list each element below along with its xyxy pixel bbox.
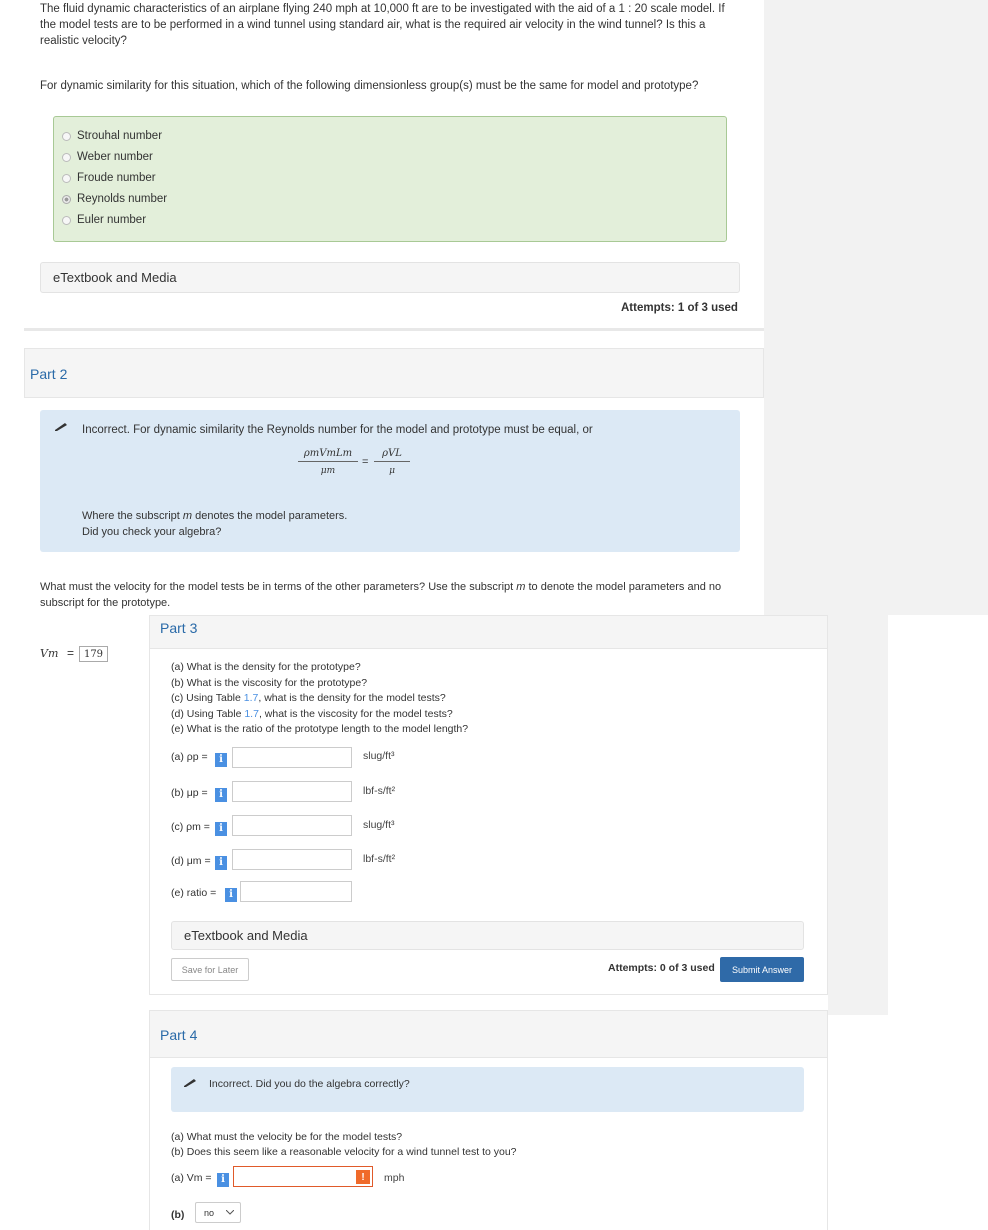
field-d-label: (d) μm =: [171, 855, 211, 867]
radio-icon[interactable]: [62, 132, 71, 141]
radio-selected-icon[interactable]: [62, 195, 71, 204]
viscosity-prototype-input[interactable]: [232, 781, 352, 802]
density-model-input[interactable]: [232, 815, 352, 836]
part2-header: [24, 348, 764, 398]
eq-right-denominator: μ: [389, 466, 395, 476]
part4-a-label: (a) Vm =: [171, 1172, 212, 1184]
eq-right-numerator: ρVL: [374, 448, 410, 462]
part1-question: For dynamic similarity for this situation, which of the following dimensionless group(s) must be the same for model and prototype?: [40, 80, 699, 92]
radio-icon[interactable]: [62, 174, 71, 183]
field-e-label: (e) ratio =: [171, 887, 217, 899]
option-euler[interactable]: Euler number: [62, 214, 146, 226]
eq-left-denominator: μm: [320, 466, 336, 476]
info-icon[interactable]: i: [225, 888, 237, 902]
pencil-icon: [183, 1078, 197, 1088]
info-icon[interactable]: i: [215, 753, 227, 767]
field-d-unit: lbf-s/ft²: [363, 853, 396, 865]
part3-header: [149, 615, 828, 649]
eq-equals: =: [362, 456, 369, 468]
part2-answer-label: Vm: [40, 647, 59, 660]
option-strouhal[interactable]: Strouhal number: [62, 130, 162, 142]
part3-title: Part 3: [160, 620, 198, 636]
part4-feedback-text: Incorrect. Did you do the algebra correctly?: [209, 1078, 410, 1090]
info-icon[interactable]: i: [215, 822, 227, 836]
part4-questions: (a) What must the velocity be for the model tests? (b) Does this seem like a reasonable velocity for a wind tunnel test to you?: [171, 1131, 517, 1158]
part1-attempts: Attempts: 1 of 3 used: [621, 302, 738, 314]
field-a-unit: slug/ft³: [363, 750, 395, 762]
part2-question: What must the velocity for the model tests be in terms of the other parameters? Use the subscript m to denote the model parameters and no subscript for the prototype.: [40, 581, 722, 609]
problem-statement: The fluid dynamic characteristics of an airplane flying 240 mph at 10,000 ft are to be investigated with the aid of a 1 : 20 scale model. If the model tests are to be performed in a wind tunnel using standard air, what is the required air velocity in the wind tunnel? Is this a realistic velocity?: [40, 3, 725, 47]
divider: [24, 328, 764, 331]
field-a-label: (a) ρp =: [171, 751, 208, 763]
option-froude[interactable]: Froude number: [62, 172, 156, 184]
density-prototype-input[interactable]: [232, 747, 352, 768]
field-b-unit: lbf-s/ft²: [363, 785, 396, 797]
field-c-label: (c) ρm =: [171, 821, 210, 833]
part2-note: Where the subscript m denotes the model parameters. Did you check your algebra?: [82, 510, 348, 538]
field-c-unit: slug/ft³: [363, 819, 395, 831]
part4-b-label: (b): [171, 1209, 185, 1221]
etextbook-media-part3[interactable]: eTextbook and Media: [171, 921, 804, 950]
reasonable-velocity-select[interactable]: no: [195, 1202, 241, 1223]
chevron-down-icon: [226, 1210, 234, 1215]
etextbook-media-part1[interactable]: eTextbook and Media: [40, 262, 740, 293]
pencil-icon: [54, 422, 68, 432]
table-link[interactable]: 1.7: [244, 707, 259, 720]
part3-questions: (a) What is the density for the prototype? (b) What is the viscosity for the prototype? (c) Using Table 1.7, what is the density for the model tests? (d) Using Table 1.7, what is the viscosity for the model tests? (e) What is the ratio of the prototype length to the model length?: [171, 661, 469, 735]
part2-answer-value[interactable]: 179: [79, 646, 108, 662]
part4-header: [149, 1010, 828, 1058]
viscosity-model-input[interactable]: [232, 849, 352, 870]
eq-left-numerator: ρmVmLm: [298, 448, 358, 462]
part2-feedback-box: [40, 410, 740, 552]
part2-title: Part 2: [30, 366, 68, 382]
part2-feedback-text: Incorrect. For dynamic similarity the Reynolds number for the model and prototype must be equal, or: [82, 424, 593, 436]
info-icon[interactable]: i: [215, 788, 227, 802]
part1-options-box: [53, 116, 727, 242]
option-weber[interactable]: Weber number: [62, 151, 153, 163]
submit-answer-button[interactable]: Submit Answer: [720, 957, 804, 982]
info-icon[interactable]: i: [217, 1173, 229, 1187]
part2-equals: =: [67, 646, 75, 660]
warning-icon: !: [356, 1170, 370, 1184]
table-link[interactable]: 1.7: [243, 692, 259, 704]
save-for-later-button[interactable]: Save for Later: [171, 958, 249, 981]
part4-title: Part 4: [160, 1027, 198, 1043]
info-icon[interactable]: i: [215, 856, 227, 870]
field-b-label: (b) μp =: [171, 787, 208, 799]
velocity-model-input[interactable]: [233, 1166, 373, 1187]
part4-feedback-box: [171, 1067, 804, 1112]
length-ratio-input[interactable]: [240, 881, 352, 902]
radio-icon[interactable]: [62, 216, 71, 225]
radio-icon[interactable]: [62, 153, 71, 162]
part3-attempts: Attempts: 0 of 3 used: [608, 962, 715, 974]
reynolds-equation: [298, 448, 408, 484]
option-reynolds[interactable]: Reynolds number: [62, 193, 167, 205]
part4-a-unit: mph: [384, 1172, 405, 1184]
